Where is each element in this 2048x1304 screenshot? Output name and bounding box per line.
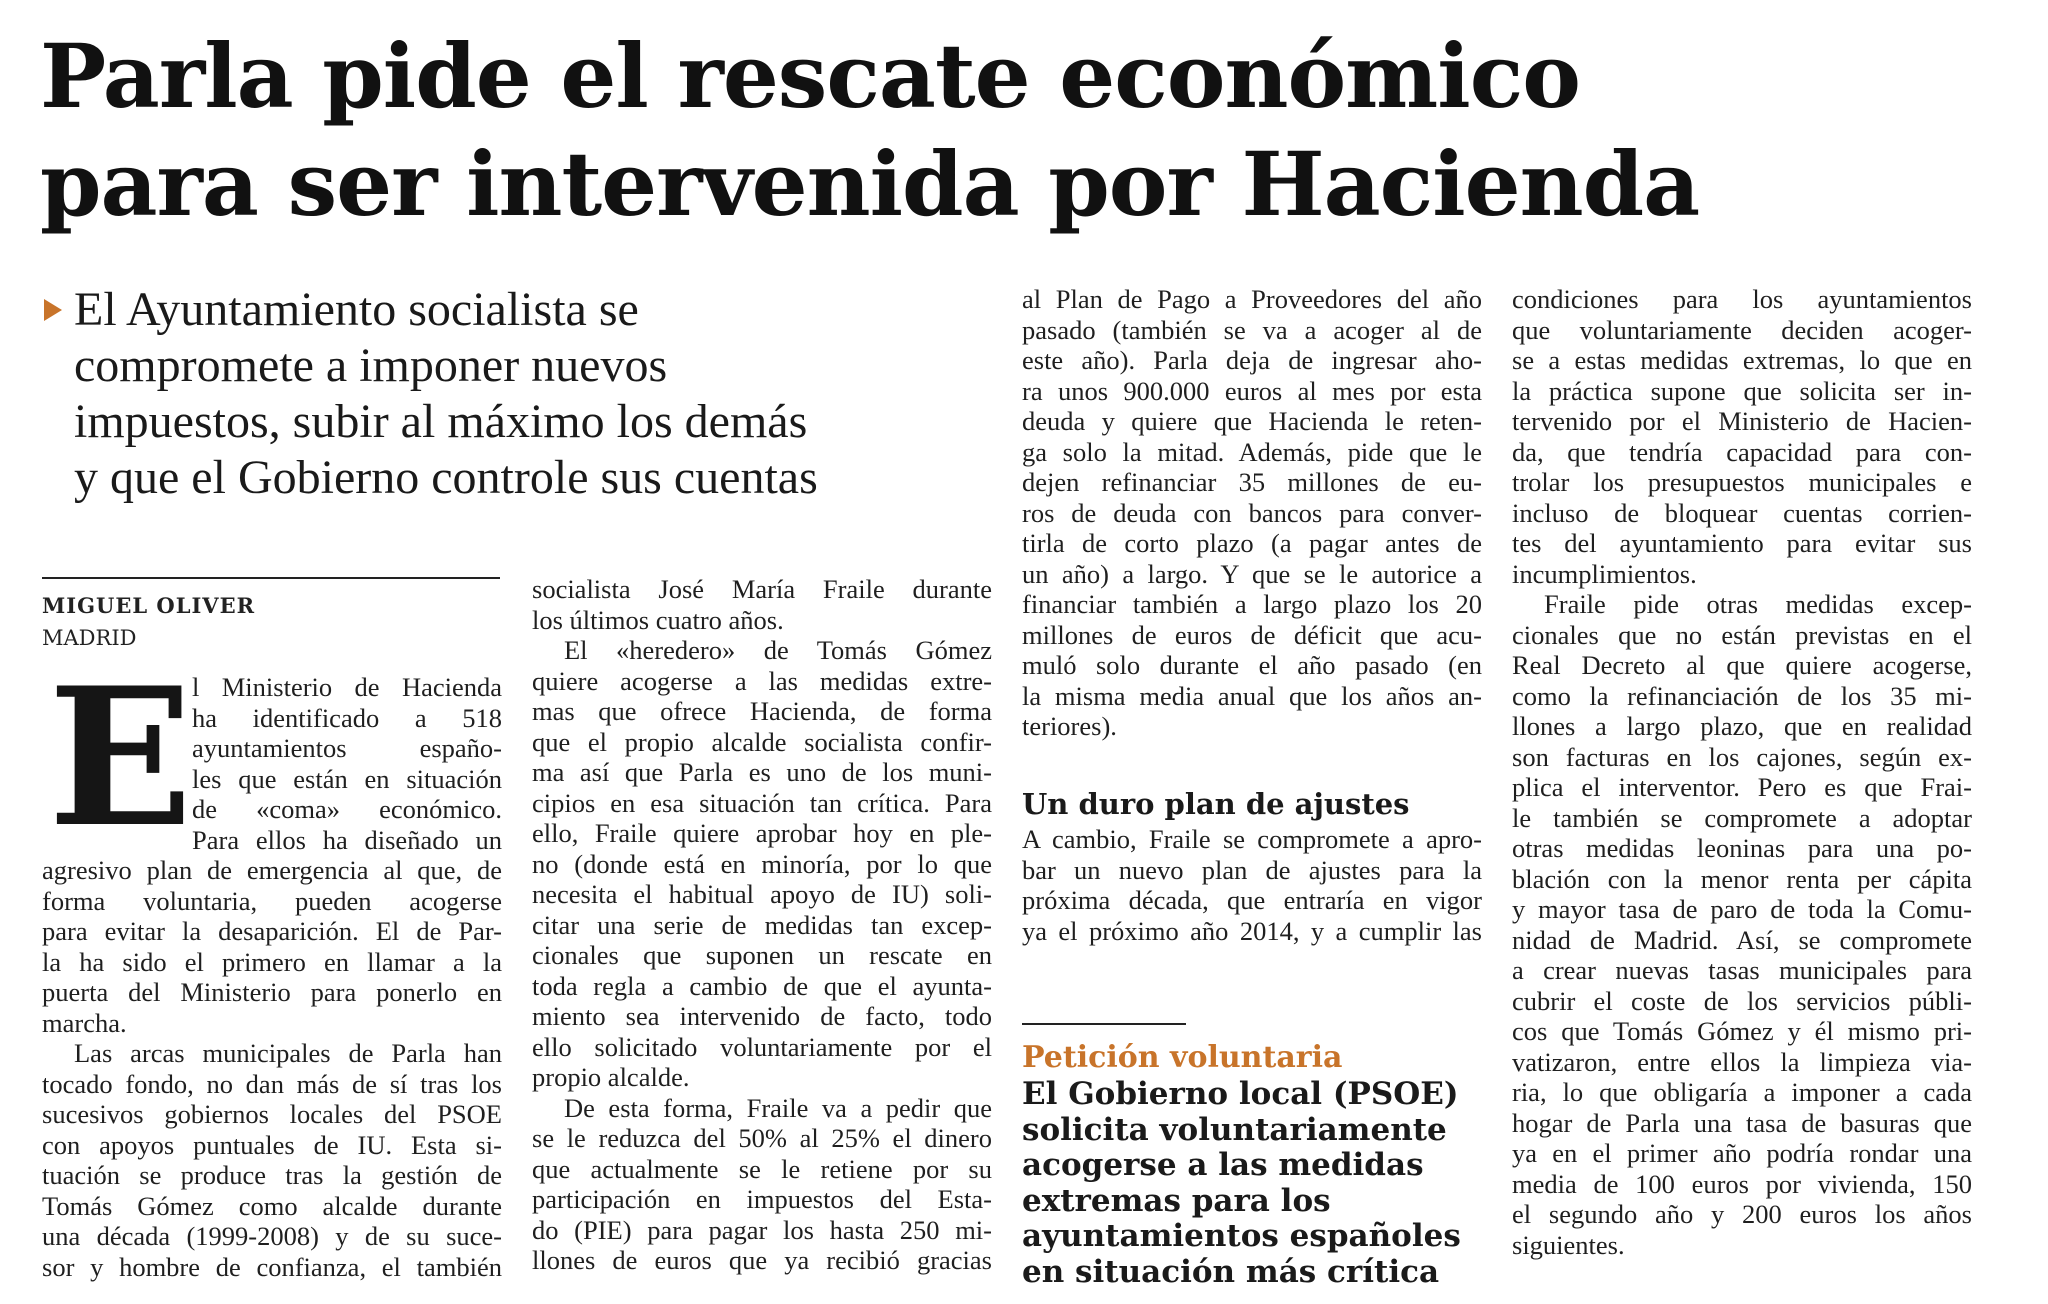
text-line: otras medidas leoninas para una po- <box>1512 833 1972 863</box>
text-line: cionales que suponen un rescate en <box>532 940 992 970</box>
subhead-line: impuestos, subir al máximo los demás <box>74 395 808 448</box>
text-line: ma así que Parla es uno de los muni- <box>532 757 992 787</box>
box-line: acogerse a las medidas <box>1022 1147 1424 1183</box>
text-line: De esta forma, Fraile va a pedir que <box>564 1092 992 1123</box>
text-line: ga solo la mitad. Además, pide que le <box>1022 436 1482 467</box>
text-line: plica el interventor. Pero es que Frai- <box>1512 772 1972 802</box>
text-line: da, que tendría capacidad para con- <box>1512 436 1972 467</box>
text-line: deuda y quiere que Hacienda le reten- <box>1022 406 1482 436</box>
text-line: ello, Fraile quiere aprobar hoy en ple- <box>532 818 992 848</box>
triangle-bullet-icon <box>44 299 62 321</box>
text-line: tervenido por el Ministerio de Hacien- <box>1512 406 1972 436</box>
text-line: Fraile pide otras medidas excep- <box>1544 589 1972 619</box>
text-line: nidad de Madrid. Así, se compromete <box>1512 924 1972 955</box>
text-line: este año). Parla deja de ingresar aho- <box>1022 345 1482 375</box>
section-heading: Un duro plan de ajustes <box>1022 787 1410 821</box>
box-line: solicita voluntariamente <box>1022 1111 1447 1148</box>
text-line: tocado fondo, no dan más de sí tras los <box>42 1068 502 1099</box>
text-line: ra unos 900.000 euros al mes por esta <box>1022 375 1482 406</box>
text-line: cipios en esa situación tan crítica. Para <box>532 787 992 818</box>
text-line: la misma media anual que los años an- <box>1022 680 1482 711</box>
text-line: hogar de Parla una tasa de basuras que <box>1512 1107 1972 1138</box>
text-line: ya en el primer año podría rondar una <box>1512 1138 1972 1168</box>
text-line: Tomás Gómez como alcalde durante <box>42 1190 502 1221</box>
text-line: que actualmente se le retiene por su <box>532 1153 992 1184</box>
text-line: con apoyos puntuales de IU. Esta si- <box>42 1129 502 1160</box>
text-line: necesita el habitual apoyo de IU) soli- <box>532 879 992 909</box>
text-line: mas que ofrece Hacienda, de forma <box>532 696 992 726</box>
text-line: A cambio, Fraile se compromete a apro- <box>1022 824 1482 854</box>
box-line: en situación más crítica <box>1022 1253 1440 1290</box>
drop-cap: E <box>48 646 193 869</box>
text-line: pasado (también se va a acoger al de <box>1022 314 1482 345</box>
text-line: miento sea intervenido de facto, todo <box>532 1001 992 1031</box>
box-rule <box>1022 1023 1186 1025</box>
text-line: al Plan de Pago a Proveedores del año <box>1022 284 1482 314</box>
text-line: ya el próximo año 2014, y a cumplir las <box>1022 915 1482 946</box>
text-line: sor y hombre de confianza, el también <box>42 1251 502 1282</box>
highlight-box <box>1022 1077 1461 1290</box>
text-line: llones de euros que ya recibió gracias <box>532 1245 992 1275</box>
text-line: marcha. <box>42 1007 127 1038</box>
text-line: se le reduzca del 50% al 25% el dinero <box>532 1123 992 1153</box>
text-line: tes del ayuntamiento para evitar sus <box>1512 528 1972 558</box>
subhead-line: El Ayuntamiento socialista se <box>74 283 639 336</box>
column-2 <box>532 574 992 1276</box>
text-line: ello solicitado voluntariamente por el <box>532 1031 992 1062</box>
column-4 <box>1512 284 1972 1260</box>
text-line: se a estas medidas extremas, lo que en <box>1512 345 1972 375</box>
text-line: trolar los presupuestos municipales e <box>1512 467 1972 497</box>
text-line: a crear nuevas tasas municipales para <box>1512 955 1972 985</box>
text-line: tuación se produce tras la gestión de <box>42 1160 502 1190</box>
text-line: l Ministerio de Hacienda <box>192 672 502 702</box>
text-line: una década (1999-2008) y de su suce- <box>42 1221 502 1251</box>
text-line: los últimos cuatro años. <box>532 604 784 635</box>
text-line: socialista José María Fraile durante <box>532 574 992 604</box>
text-line: Las arcas municipales de Parla han <box>74 1038 502 1068</box>
column-1 <box>42 646 502 1282</box>
headline-line-2: para ser intervenida por Hacienda <box>40 132 1700 236</box>
text-line: la ha sido el primero en llamar a la <box>42 946 502 977</box>
text-line: no (donde está en minoría, por lo que <box>532 848 992 879</box>
text-line: tirla de corto plazo (a pagar antes de <box>1022 528 1482 558</box>
text-line: vatizaron, entre ellos la limpieza via- <box>1512 1046 1972 1077</box>
text-line: que voluntariamente deciden acoger- <box>1512 314 1972 345</box>
text-line: como la refinanciación de los 35 mi- <box>1512 680 1972 711</box>
text-line: participación en impuestos del Esta- <box>532 1184 992 1214</box>
text-line: millones de euros de déficit que acu- <box>1022 619 1482 650</box>
text-line: financiar también a largo plazo los 20 <box>1022 589 1482 619</box>
byline <box>42 590 255 654</box>
text-line: Para ellos ha diseñado un <box>192 824 502 855</box>
text-line: muló solo durante el año pasado (en <box>1022 650 1482 680</box>
subhead-line: compromete a imponer nuevos <box>74 339 668 392</box>
text-line: el segundo año y 200 euros los años <box>1512 1199 1972 1229</box>
text-line: le también se compromete a adoptar <box>1512 802 1972 833</box>
text-line: la práctica supone que solicita ser in- <box>1512 375 1972 406</box>
column-3-continued <box>1022 824 1482 946</box>
text-line: de «coma» económico. <box>192 794 502 824</box>
headline <box>40 22 2030 238</box>
text-line: cionales que no están previstas en el <box>1512 619 1972 650</box>
text-line: Real Decreto al que quiere acogerse, <box>1512 650 1972 680</box>
text-line: les que están en situación <box>192 763 502 794</box>
text-line: condiciones para los ayuntamientos <box>1512 284 1972 314</box>
text-line: quiere acogerse a las medidas extre- <box>532 665 992 696</box>
text-line: toda regla a cambio de que el ayunta- <box>532 970 992 1001</box>
text-line: media de 100 euros por vivienda, 150 <box>1512 1168 1972 1199</box>
text-line: y mayor tasa de paro de toda la Comu- <box>1512 894 1972 924</box>
text-line: ria, lo que obligaría a imponer a cada <box>1512 1077 1972 1107</box>
text-line: siguientes. <box>1512 1229 1625 1260</box>
text-line: dejen refinanciar 35 millones de eu- <box>1022 467 1482 497</box>
box-line: ayuntamientos españoles <box>1022 1218 1461 1254</box>
text-line: cubrir el coste de los servicios públi- <box>1512 985 1972 1016</box>
text-line: llones a largo plazo, que en realidad <box>1512 711 1972 741</box>
text-line: propio alcalde. <box>532 1062 690 1092</box>
box-line: El Gobierno local (PSOE) <box>1022 1076 1459 1112</box>
text-line: cos que Tomás Gómez y él mismo pri- <box>1512 1016 1972 1046</box>
text-line: forma voluntaria, pueden acogerse <box>42 885 502 916</box>
text-line: incumplimientos. <box>1512 558 1697 589</box>
text-line: El «heredero» de Tomás Gómez <box>564 635 992 665</box>
subhead-line: y que el Gobierno controle sus cuentas <box>74 451 818 504</box>
author-name: MIGUEL OLIVER <box>42 593 256 618</box>
box-line: extremas para los <box>1022 1182 1331 1219</box>
text-line: ha identificado a 518 <box>192 702 502 733</box>
text-line: incluso de bloquear cuentas corrien- <box>1512 497 1972 528</box>
text-line: para evitar la desaparición. El de Par- <box>42 916 502 946</box>
text-line: puerta del Ministerio para ponerlo en <box>42 977 502 1007</box>
text-line: son facturas en los cajones, según ex- <box>1512 741 1972 772</box>
headline-line-1: Parla pide el rescate económico <box>40 24 1580 128</box>
box-label: Petición voluntaria <box>1022 1040 1343 1075</box>
text-line: próxima década, que entraría en vigor <box>1022 885 1482 915</box>
text-line: que el propio alcalde socialista confir- <box>532 726 992 757</box>
text-line: bar un nuevo plan de ajustes para la <box>1022 854 1482 885</box>
author-location: MADRID <box>42 626 137 650</box>
text-line: ros de deuda con bancos para conver- <box>1022 497 1482 528</box>
text-line: teriores). <box>1022 711 1117 741</box>
text-line: blación con la menor renta per cápita <box>1512 863 1972 894</box>
subheadline <box>44 282 1004 506</box>
text-line: ayuntamientos españo- <box>192 733 502 763</box>
byline-rule <box>42 577 500 579</box>
text-line: agresivo plan de emergencia al que, de <box>42 855 502 885</box>
text-line: sucesivos gobiernos locales del PSOE <box>42 1099 502 1129</box>
text-line: citar una serie de medidas tan excep- <box>532 909 992 940</box>
column-3 <box>1022 284 1482 742</box>
text-line: un año) a largo. Y que se le autorice a <box>1022 558 1482 589</box>
text-line: do (PIE) para pagar los hasta 250 mi- <box>532 1214 992 1245</box>
